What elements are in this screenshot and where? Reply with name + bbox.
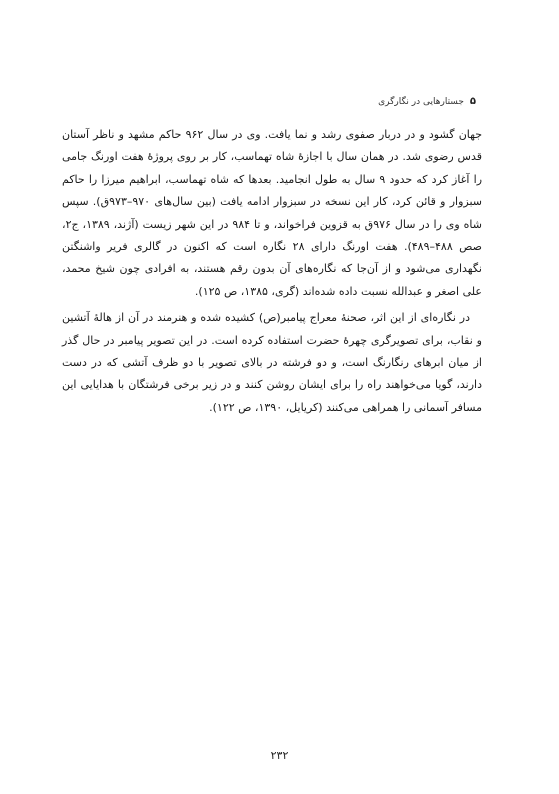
running-header (378, 96, 476, 107)
header-ornament: ۵ (469, 96, 476, 107)
page-number: ۲۳۲ (270, 749, 289, 762)
paragraph-2: در نگاره‌ای از این اثر، صحنهٔ معراج پیامبر(ص) کشیده شده و هنرمند در آن از هالهٔ آتشین و نقاب، برای تصویرگری چهرهٔ حضرت استفاده کرده است. در این تصویر پیامبر در حال گذر از میان ابرهای رنگارنگ است، و دو فرشته در بالای تصویر با دو ظرف آتشی که در دست دارند، گویا می‌خواهند راه را برای ایشان روشن کنند و در زیر برخی فرشتگان با هدایایی این مسافر آسمانی را همراهی می‌کنند (کریایل، ۱۳۹۰، ص ۱۲۲). (62, 311, 482, 414)
paragraph-1: جهان گشود و در دربار صفوی رشد و نما یافت. وی در سال ۹۶۲ حاکم مشهد و ناظر آستان قدس رضوی شد. در همان سال با اجازهٔ شاه تهماسب، کار بر روی پروژهٔ هفت اورنگ جامی را آغاز کرد که حدود ۹ سال به طول انجامید. بعدها که شاه تهماسب، ابراهیم میرزا را حاکم سبزوار و قائن کرد، کار این نسخه در سبزوار ادامه یافت (بین سال‌های ۹۷۰–۹۷۳ق). سپس شاه وی را در سال ۹۷۶ق به قزوین فراخواند، و تا ۹۸۴ در این شهر زیست (آژند، ۱۳۸۹، ج۲، صص ۴۸۸–۴۸۹). هفت اورنگ دارای ۲۸ نگاره است که اکنون در گالری فریر واشنگتن نگهداری می‌شود و از آن‌جا که نگاره‌های آن بدون رقم هستند، به افرادی چون شیخ محمد، علی اصغر و عبدالله نسبت داده شده‌اند (گری، ۱۳۸۵، ص ۱۲۵). (62, 128, 483, 298)
body-text (62, 124, 482, 419)
running-title: جستارهایی در نگارگری (378, 96, 464, 107)
